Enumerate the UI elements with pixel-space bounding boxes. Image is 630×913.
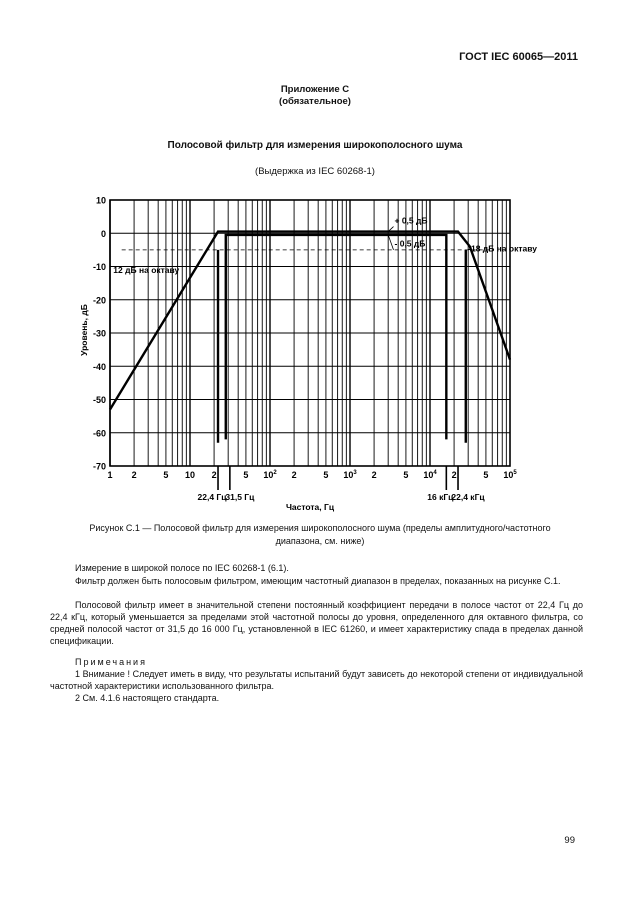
freq-mark-22-4-khz: 22,4 кГц <box>451 492 485 502</box>
y-tick-label: 0 <box>100 228 106 239</box>
paragraph-2: Фильтр должен быть полосовым фильтром, имеющим частотный диапазон в пределах, показанных на рисунке С.1. <box>75 576 561 586</box>
x-tick-label: $10^4$ <box>423 470 437 480</box>
note-2: 2 См. 4.1.6 настоящего стандарта. <box>75 693 220 703</box>
series-upper-limit <box>110 232 510 410</box>
y-tick-label: -50 <box>92 395 106 405</box>
annotation-plus: + 0,5 дБ <box>394 215 428 226</box>
notes-heading: Примечания <box>75 657 147 667</box>
figure-subtitle: (Выдержка из IEC 60268-1) <box>255 166 375 177</box>
figure-caption <box>50 522 590 548</box>
x-tick-label: 2 <box>371 470 377 480</box>
y-tick-label: -70 <box>92 461 106 472</box>
series-lower-limit-passband <box>226 235 447 439</box>
y-tick-label: -10 <box>92 262 106 272</box>
x-tick-label: 2 <box>451 470 457 480</box>
paragraph-1: Измерение в широкой полосе по IEC 60268-1 (6.1). <box>75 563 289 573</box>
y-axis-label: Уровень, дБ <box>79 304 89 356</box>
x-tick-label: $10^5$ <box>503 470 517 480</box>
x-tick-label: 5 <box>403 470 409 480</box>
filter-response-chart <box>70 190 537 512</box>
x-axis-label: Частота, Гц <box>285 502 335 512</box>
page-number: 99 <box>564 835 575 846</box>
paragraph-3: Полосовой фильтр имеет в значительной степени постоянный коэффициент передачи в полосе частот от 22,4 Гц до 22,4 кГц, который уменьшается за пределами этой частотной полосы до уровня, определенного для октавного фильтра, со средней полосой частот от 31,5 до 16 000 Гц, установленной в IEC 61260, и имеет характеристику спада в пределах данной спецификации. <box>50 600 583 646</box>
x-tick-label: 10 <box>184 470 196 480</box>
x-tick-label: $10^2$ <box>263 470 277 480</box>
annex-status: (обязательное) <box>279 96 351 107</box>
x-tick-label: 1 <box>107 470 113 480</box>
x-tick-label: 2 <box>291 470 297 480</box>
annotation-minus: - 0,5 дБ <box>394 238 426 249</box>
x-tick-label: 5 <box>323 470 329 480</box>
annotation-slope-right: -18 дБ на октаву <box>468 243 537 254</box>
x-tick-label: 2 <box>211 470 217 480</box>
annex-title: Приложение С <box>280 84 350 95</box>
document-id: ГОСТ IEC 60065—2011 <box>459 51 578 63</box>
x-tick-exponent: 4 <box>433 470 437 476</box>
y-tick-label: 10 <box>95 195 106 206</box>
freq-mark-22-4-hz: 22,4 Гц <box>197 492 227 502</box>
annotation-slope-left: 12 дБ на октаву <box>113 265 180 276</box>
freq-mark-16-khz: 16 кГц <box>427 492 454 502</box>
figure-caption-line1: Рисунок С.1 — Полосовой фильтр для измерения широкополосного шума (пределы амплитудного/частотного <box>89 523 551 533</box>
freq-mark-31-5-hz: 31,5 Гц <box>225 492 255 502</box>
annotation-minus-leader <box>388 235 393 250</box>
y-tick-label: -60 <box>92 428 106 439</box>
x-tick-label: 5 <box>163 470 169 480</box>
x-tick-label: $10^3$ <box>343 470 357 480</box>
y-tick-label: -40 <box>92 361 106 372</box>
x-tick-exponent: 3 <box>353 470 357 476</box>
x-tick-label: 5 <box>243 470 249 480</box>
y-tick-label: -20 <box>92 295 106 306</box>
x-tick-label: 5 <box>483 470 489 480</box>
y-tick-label: -30 <box>92 328 106 339</box>
x-tick-exponent: 2 <box>273 470 277 476</box>
note-1: 1 Внимание ! Следует иметь в виду, что результаты испытаний будут зависеть до некоторой степени от индивидуальной частотной характеристики использованного фильтра. <box>50 669 583 691</box>
figure-caption-line2: диапазона, см. ниже) <box>275 536 365 546</box>
figure-title: Полосовой фильтр для измерения широкополосного шума <box>167 140 463 151</box>
x-tick-exponent: 5 <box>513 470 517 476</box>
x-tick-label: 2 <box>131 470 137 480</box>
